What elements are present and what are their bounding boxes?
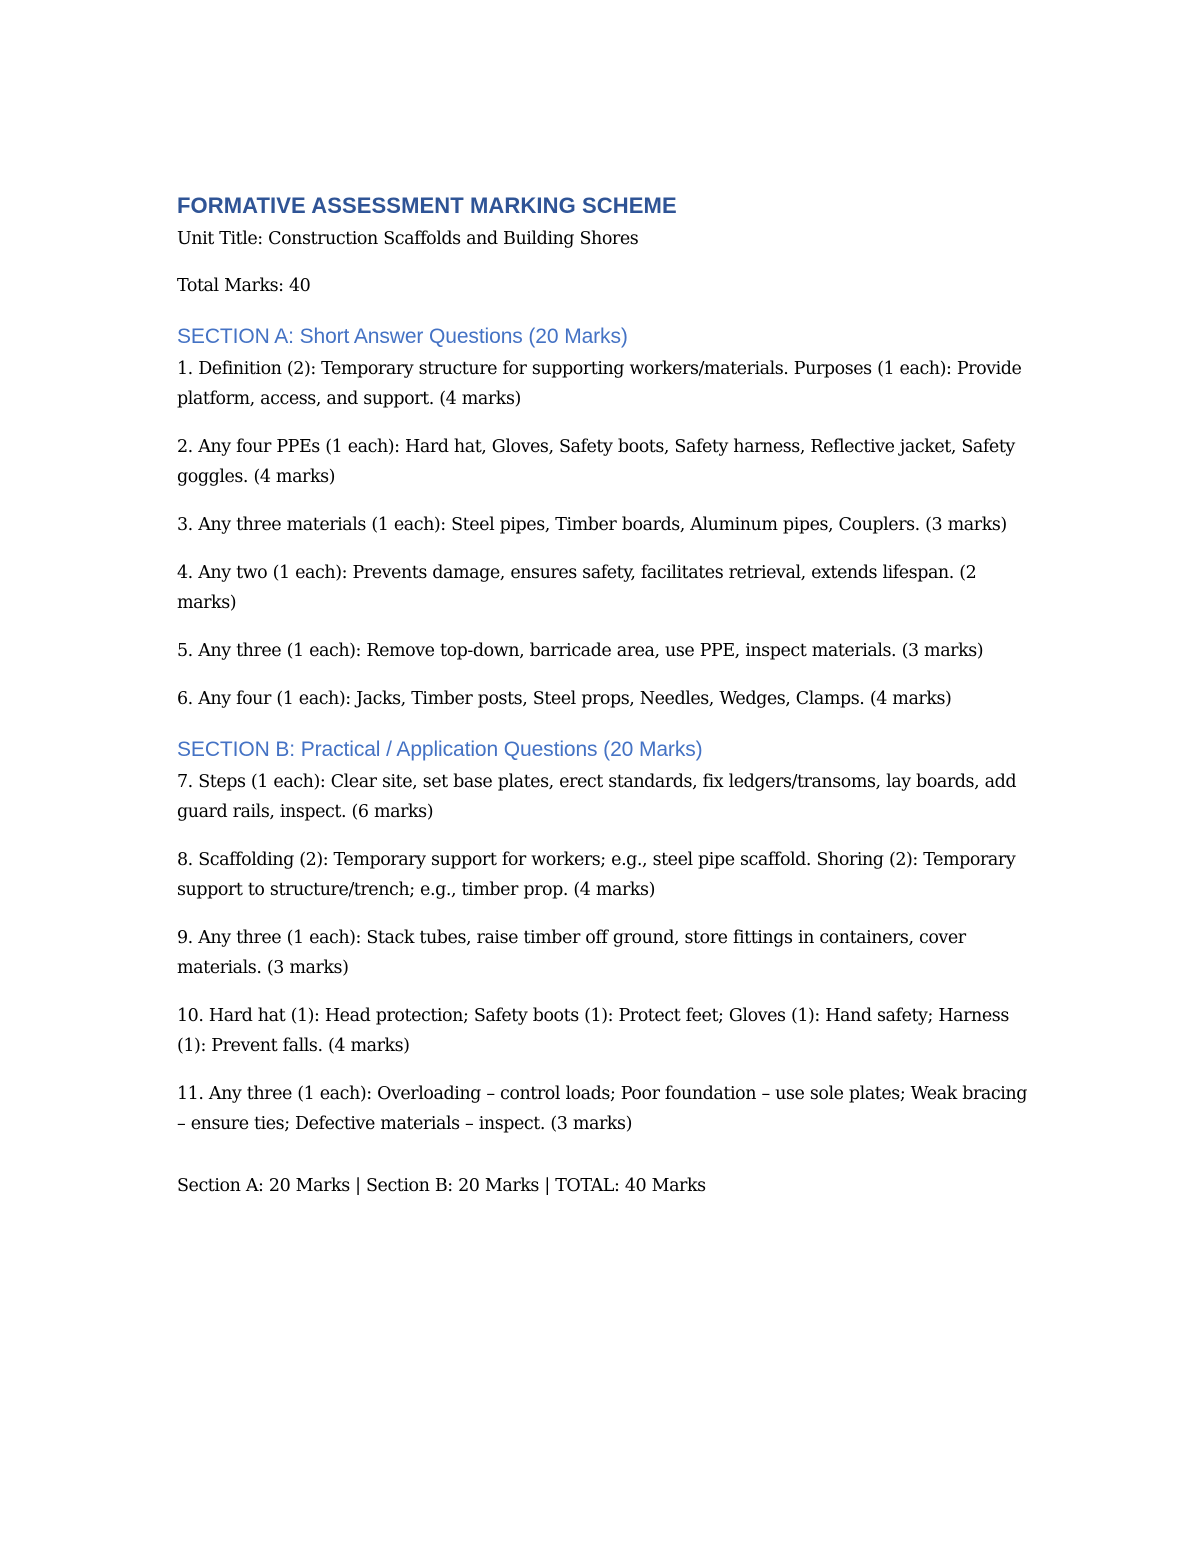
section-b-list: [177, 767, 1037, 1139]
section-a-list: [177, 354, 1037, 714]
total-marks: Total Marks: 40: [177, 276, 311, 296]
section-b-item-9: 9. Any three (1 each): Stack tubes, raise timber off ground, store fittings in containers, cover materials. (3 marks): [177, 928, 966, 978]
document-title: FORMATIVE ASSESSMENT MARKING SCHEME: [177, 193, 677, 218]
section-a-item-5: 5. Any three (1 each): Remove top-down, barricade area, use PPE, inspect materials. (3 marks): [177, 641, 984, 661]
section-b-item-10: 10. Hard hat (1): Head protection; Safety boots (1): Protect feet; Gloves (1): Hand safety; Harness (1): Prevent falls. (4 marks): [177, 1006, 1009, 1056]
section-b-item-8: 8. Scaffolding (2): Temporary support for workers; e.g., steel pipe scaffold. Shoring (2): Temporary support to structure/trench; e.g., timber prop. (4 marks): [177, 850, 1016, 900]
section-b-item-7: 7. Steps (1 each): Clear site, set base plates, erect standards, fix ledgers/transoms, lay boards, add guard rails, inspect. (6 marks): [177, 772, 1017, 822]
marks-summary: Section A: 20 Marks | Section B: 20 Marks | TOTAL: 40 Marks: [177, 1176, 706, 1196]
section-b-heading: SECTION B: Practical / Application Questions (20 Marks): [177, 738, 703, 761]
section-a-heading: SECTION A: Short Answer Questions (20 Marks): [177, 325, 628, 348]
document-page: [177, 188, 1037, 1201]
section-a-item-4: 4. Any two (1 each): Prevents damage, ensures safety, facilitates retrieval, extends lifespan. (2 marks): [177, 563, 977, 613]
section-a-item-2: 2. Any four PPEs (1 each): Hard hat, Gloves, Safety boots, Safety harness, Reflective jacket, Safety goggles. (4 marks): [177, 437, 1015, 487]
section-b-item-11: 11. Any three (1 each): Overloading – control loads; Poor foundation – use sole plates; Weak bracing – ensure ties; Defective materials – inspect. (3 marks): [177, 1084, 1027, 1134]
section-a-item-3: 3. Any three materials (1 each): Steel pipes, Timber boards, Aluminum pipes, Couplers. (3 marks): [177, 515, 1007, 535]
section-a-item-6: 6. Any four (1 each): Jacks, Timber posts, Steel props, Needles, Wedges, Clamps. (4 marks): [177, 689, 952, 709]
unit-title: Unit Title: Construction Scaffolds and Building Shores: [177, 229, 639, 249]
section-a-item-1: 1. Definition (2): Temporary structure for supporting workers/materials. Purposes (1 each): Provide platform, access, and support. (4 marks): [177, 359, 1022, 409]
